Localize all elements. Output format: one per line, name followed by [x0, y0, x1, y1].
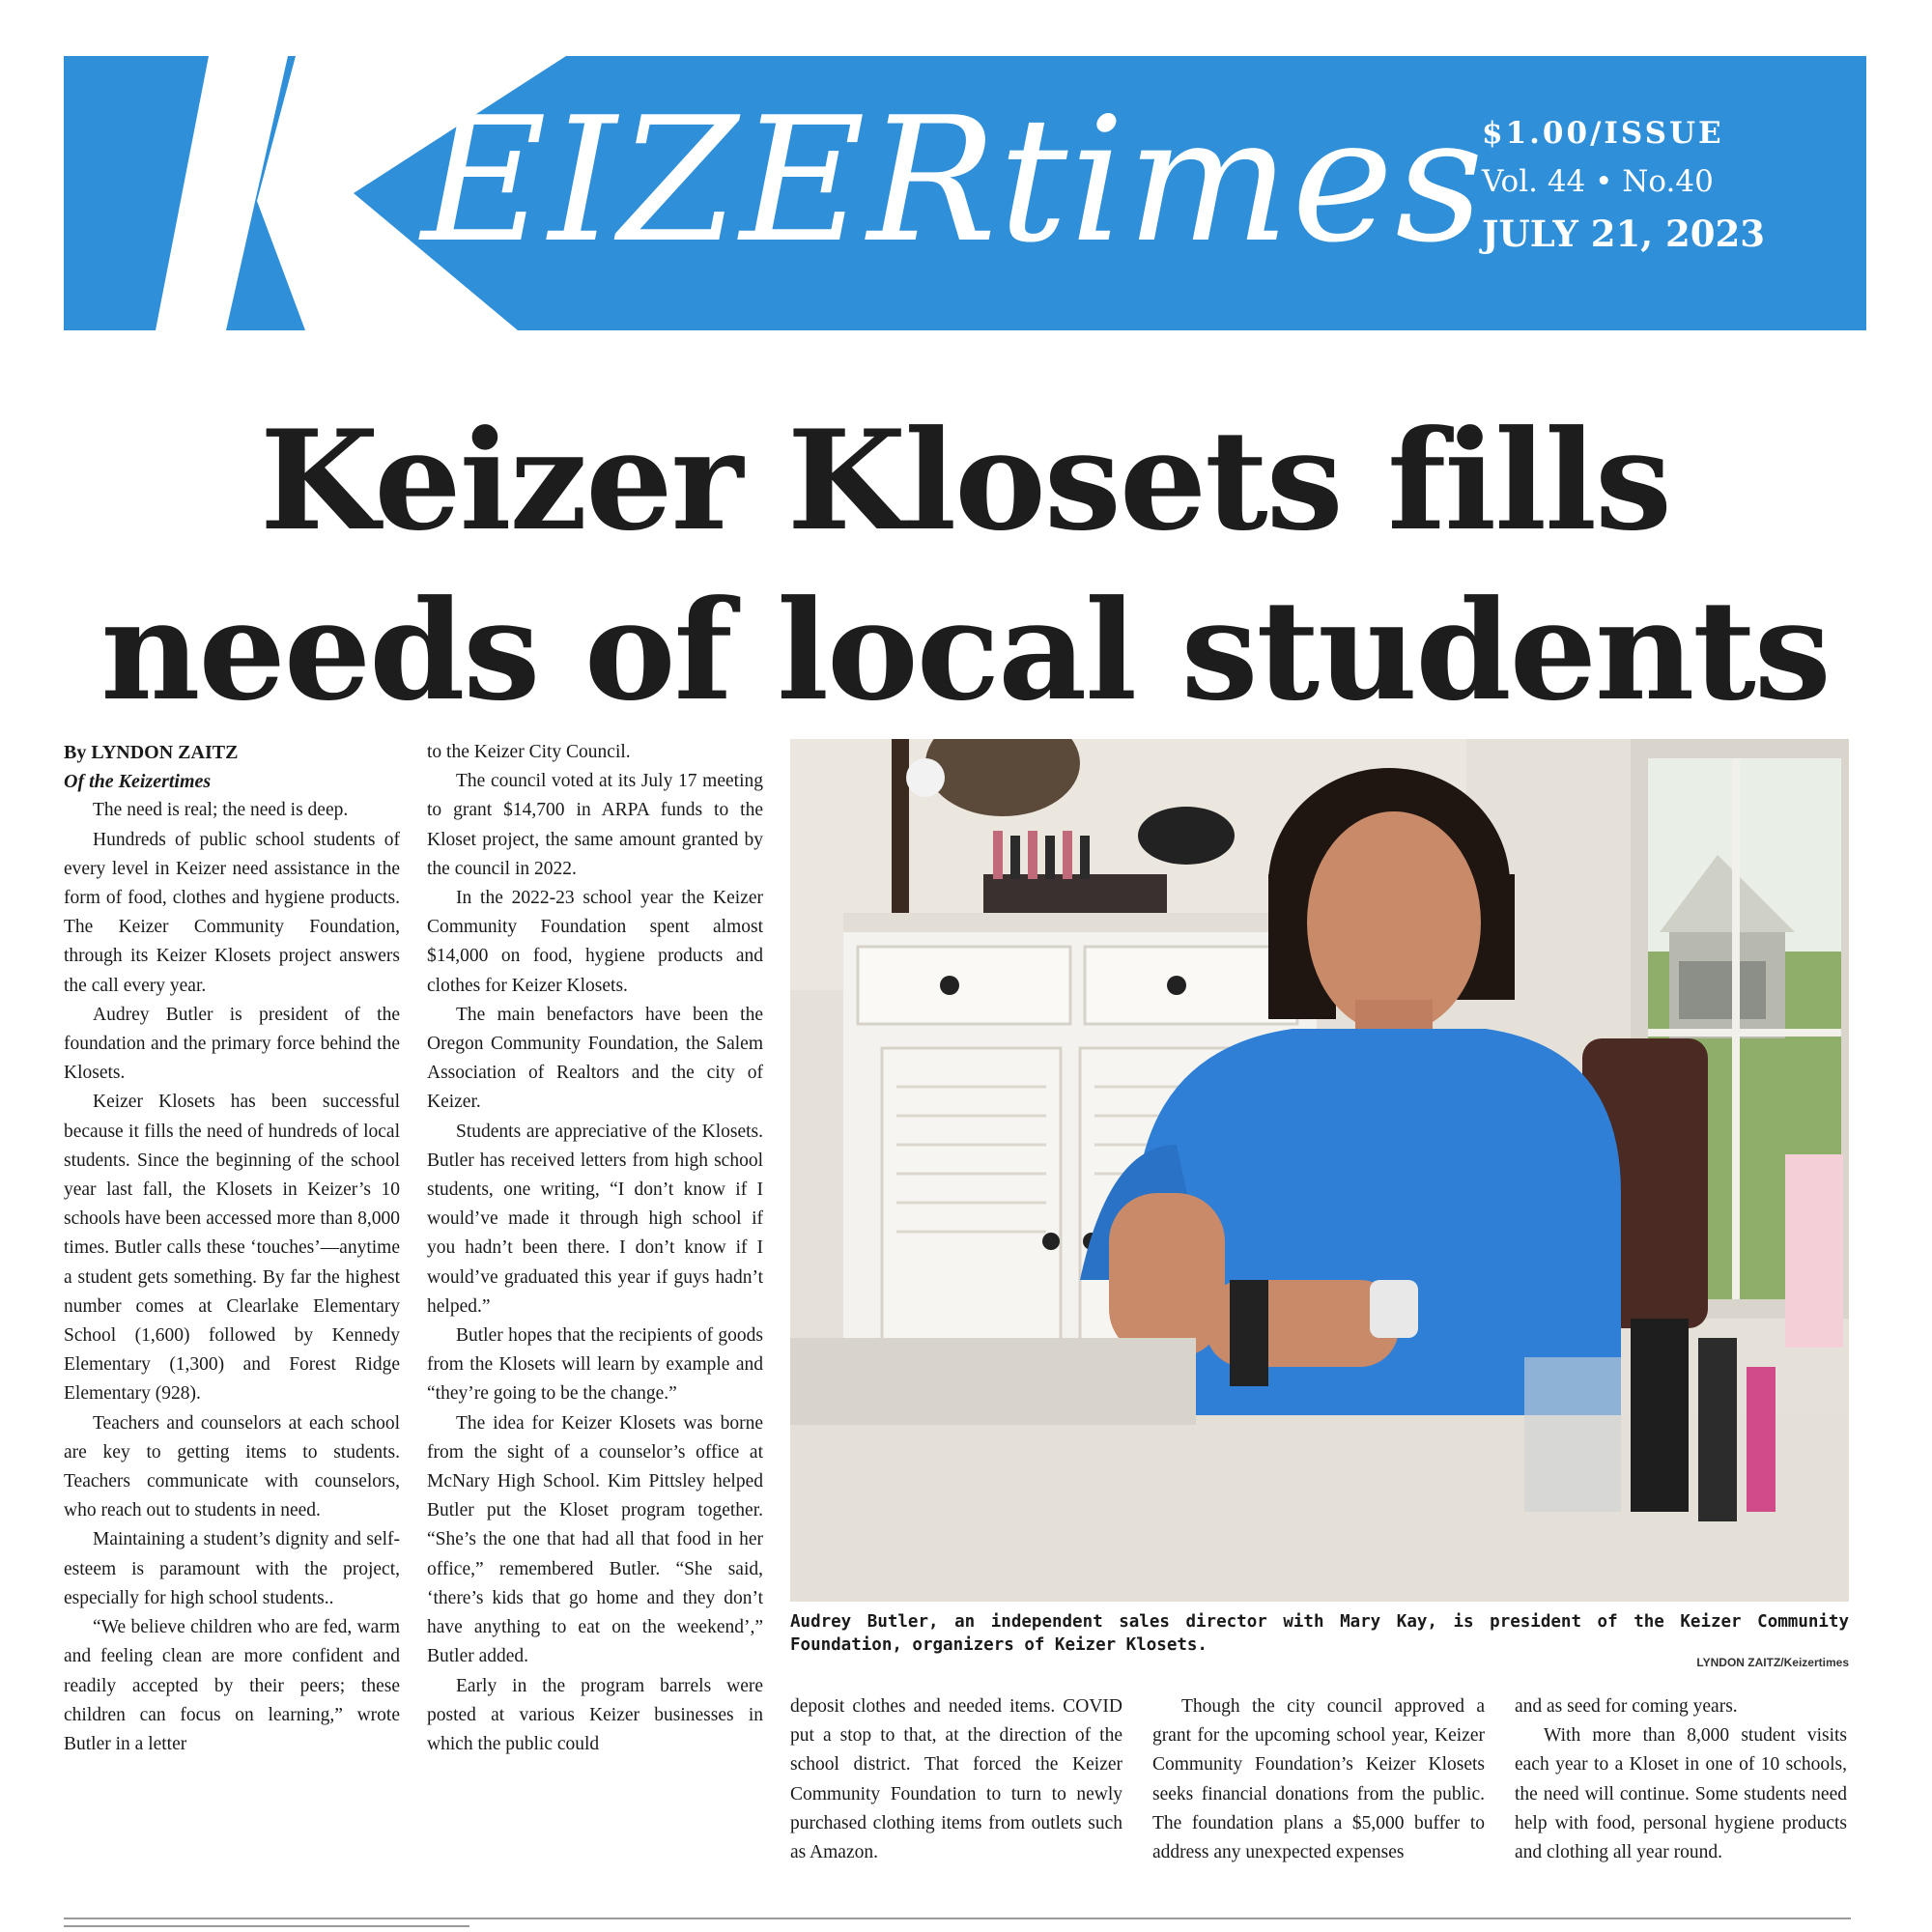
- paragraph: The council voted at its July 17 meeting to grant $14,700 in ARPA funds to the Kloset project, the same amount granted by the council in 2022.: [427, 771, 763, 879]
- page-rule: [64, 1918, 1851, 1919]
- paragraph: Though the city council approved a grant for the upcoming school year, Keizer Community Foundation’s Keizer Klosets seeks financial donations from the public. The foundation plans a $5,000 buffer to address any unexpected expenses: [1152, 1696, 1485, 1863]
- paragraph: The idea for Keizer Klosets was borne from the sight of a counselor’s office at McNary High School. Kim Pittsley helped Butler put the Kloset program together. “She’s the one that had all that food in her office,” remembered Butler. “She said, ‘there’s kids that go home and they don’t have anything to eat on the weekend’,” Butler added.: [427, 1412, 763, 1667]
- byline: By LYNDON ZAITZ: [64, 742, 239, 763]
- article-photo: [790, 739, 1849, 1602]
- issue-volume: Vol. 44 • No.40: [1482, 164, 1714, 199]
- photo-credit: LYNDON ZAITZ/Keizertimes: [1696, 1656, 1849, 1669]
- issue-price: $1.00/ISSUE: [1482, 116, 1724, 151]
- photo-caption: Audrey Butler, an independent sales director with Mary Kay, is president of the Keizer Community Foundation, organizers of Keizer Klosets.: [790, 1612, 1849, 1655]
- masthead: [64, 56, 1866, 330]
- paragraph: Maintaining a student’s dignity and self-esteem is paramount with the project, especially for high school students..: [64, 1529, 400, 1608]
- page-rule-short: [64, 1925, 469, 1927]
- headline-line-1: Keizer Klosets fills: [259, 401, 1670, 561]
- article-column-4: [1152, 1692, 1485, 1867]
- paragraph: Teachers and counselors at each school are key to getting items to students. Teachers communicate with counselors, who reach out to students in need.: [64, 1412, 400, 1521]
- issue-date: JULY 21, 2023: [1482, 213, 1765, 255]
- paragraph: The main benefactors have been the Oregon Community Foundation, the Salem Association of Realtors and the city of Keizer.: [427, 1004, 763, 1113]
- paragraph-continued: deposit clothes and needed items. COVID put a stop to that, at the direction of the school district. That forced the Keizer Community Foundation to turn to newly purchased clothing items from outlets such as Amazon.: [790, 1696, 1122, 1863]
- paragraph-continued: to the Keizer City Council.: [427, 742, 631, 762]
- article-column-5: [1515, 1692, 1847, 1867]
- logo-wordmark: EIZERtimes: [421, 80, 1486, 280]
- paragraph: With more than 8,000 student visits each year to a Kloset in one of 10 schools, the need will continue. Some students need help with food, personal hygiene products and clothing all year round.: [1515, 1725, 1847, 1863]
- paragraph: “We believe children who are fed, warm and feeling clean are more confident and readily accepted by their peers; these children can focus on learning,” wrote Butler in a letter: [64, 1617, 400, 1754]
- paragraph: Audrey Butler is president of the foundation and the primary force behind the Klosets.: [64, 1004, 400, 1084]
- paragraph: Keizer Klosets has been successful because it fills the need of hundreds of local students. Since the beginning of the school year last fall, the Klosets in Keizer’s 10 schools have been accessed more than 8,000 times. Butler calls these ‘touches’—anytime a student gets something. By far the highest number comes at Clearlake Elementary School (1,600) followed by Kennedy Elementary (1,300) and Forest Ridge Elementary (928).: [64, 1092, 400, 1405]
- paragraph: The need is real; the need is deep.: [93, 800, 349, 821]
- paragraph: Hundreds of public school students of every level in Keizer need assistance in the form of food, clothes and hygiene products. The Keizer Community Foundation, through its Keizer Klosets project answers the call every year.: [64, 829, 400, 996]
- issue-info: [1482, 116, 1765, 255]
- paragraph-continued: and as seed for coming years.: [1515, 1696, 1738, 1717]
- byline-affiliation: Of the Keizertimes: [64, 771, 212, 793]
- paragraph: Butler hopes that the recipients of goods from the Klosets will learn by example and “they’re going to be the change.”: [427, 1325, 763, 1405]
- article-headline: [64, 396, 1866, 736]
- article-column-2: [427, 738, 763, 1759]
- article-column-1: [64, 738, 400, 1759]
- paragraph: In the 2022-23 school year the Keizer Community Foundation spent almost $14,000 on food, hygiene products and clothes for Keizer Klosets.: [427, 888, 763, 996]
- paragraph: Early in the program barrels were posted at various Keizer businesses in which the public could: [427, 1675, 763, 1754]
- article-column-3: [790, 1692, 1122, 1867]
- headline-line-2: needs of local students: [100, 571, 1830, 731]
- paragraph: Students are appreciative of the Klosets. Butler has received letters from high school students, one writing, “I don’t know if I would’ve made it through high school if you hadn’t been there. I don’t know if I would’ve graduated this year if guys hadn’t helped.”: [427, 1121, 763, 1317]
- photo-illustration: [790, 739, 1849, 1602]
